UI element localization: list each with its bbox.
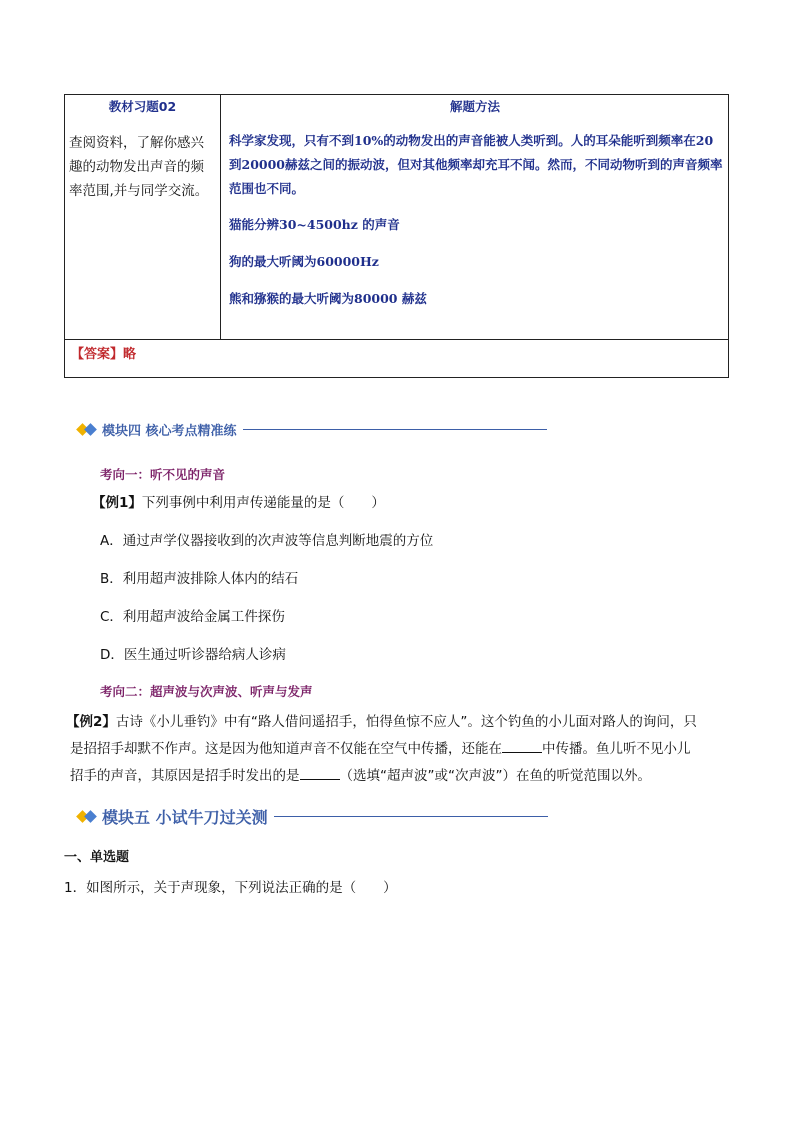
section-title: 一、单选题 xyxy=(64,850,130,865)
exercise-table xyxy=(64,94,729,378)
answer-row xyxy=(71,343,136,362)
table-divider-horizontal xyxy=(65,339,728,340)
answer-blank[interactable] xyxy=(502,740,542,753)
answer-tag: 【答案】 xyxy=(71,347,124,362)
example-label: 【例2】 xyxy=(66,714,116,730)
heading-rule xyxy=(243,429,547,430)
option-a: A．通过声学仪器接收到的次声波等信息判断地震的方位 xyxy=(100,533,434,549)
table-header-exercise: 教材习题02 xyxy=(108,99,177,114)
table-divider-vertical xyxy=(220,95,221,339)
module5-title: 模块五 小试牛刀过关测 xyxy=(102,808,268,827)
option-c: C．利用超声波给金属工件探伤 xyxy=(100,609,285,625)
example-2-text: 古诗《小儿垂钓》中有“路人借问遥招手，怕得鱼惊不应人”。这个钓鱼的小儿面对路人的询问，只 xyxy=(115,714,697,730)
module4-title: 模块四 核心考点精准练 xyxy=(102,424,237,439)
method-content xyxy=(229,129,724,309)
example-2-line-3 xyxy=(70,764,651,784)
diamond-icon xyxy=(77,810,99,824)
example-2-text: 招手的声音，其原因是招手时发出的是 xyxy=(70,768,300,784)
module5-heading xyxy=(77,805,548,828)
table-header-method: 解题方法 xyxy=(449,99,500,114)
example-2-line-1 xyxy=(66,710,697,730)
method-line: 狗的最大听阈为60000Hz xyxy=(229,254,379,269)
example-2-line-2 xyxy=(70,737,691,757)
method-paragraph: 科学家发现，只有不到10%的动物发出的声音能被人类听到。人的耳朵能听到频率在20到20000赫兹之间的振动波，但对其他频率却充耳不闻。然而，不同动物听到的声音频率范围也不同。 xyxy=(229,133,723,196)
example-1 xyxy=(92,491,385,511)
topic-2: 考向二：超声波与次声波、听声与发声 xyxy=(100,684,313,699)
topic-1: 考向一：听不见的声音 xyxy=(100,467,226,482)
example-question: 下列事例中利用声传递能量的是（ ） xyxy=(141,495,385,511)
option-d: D．医生通过听诊器给病人诊病 xyxy=(100,647,286,663)
example-2-text: 中传播。鱼儿听不见小儿 xyxy=(542,741,691,757)
method-line: 猫能分辨30~4500hz 的声音 xyxy=(229,217,400,232)
heading-rule xyxy=(274,816,548,817)
question-1: 1．如图所示，关于声现象，下列说法正确的是（ ） xyxy=(64,880,397,896)
exercise-text: 查阅资料，了解你感兴趣的动物发出声音的频率范围,并与同学交流。 xyxy=(69,135,209,199)
diamond-icon xyxy=(77,423,99,437)
answer-blank[interactable] xyxy=(300,767,340,780)
example-label: 【例1】 xyxy=(92,495,142,511)
example-2-text: （选填“超声波”或“次声波”）在鱼的听觉范围以外。 xyxy=(339,768,651,784)
option-b: B．利用超声波排除人体内的结石 xyxy=(100,571,299,587)
module4-heading xyxy=(77,420,547,439)
example-2-text: 是招招手却默不作声。这是因为他知道声音不仅能在空气中传播，还能在 xyxy=(70,741,502,757)
method-line: 熊和猕猴的最大听阈为80000 赫兹 xyxy=(229,291,427,306)
answer-value: 略 xyxy=(123,347,137,362)
